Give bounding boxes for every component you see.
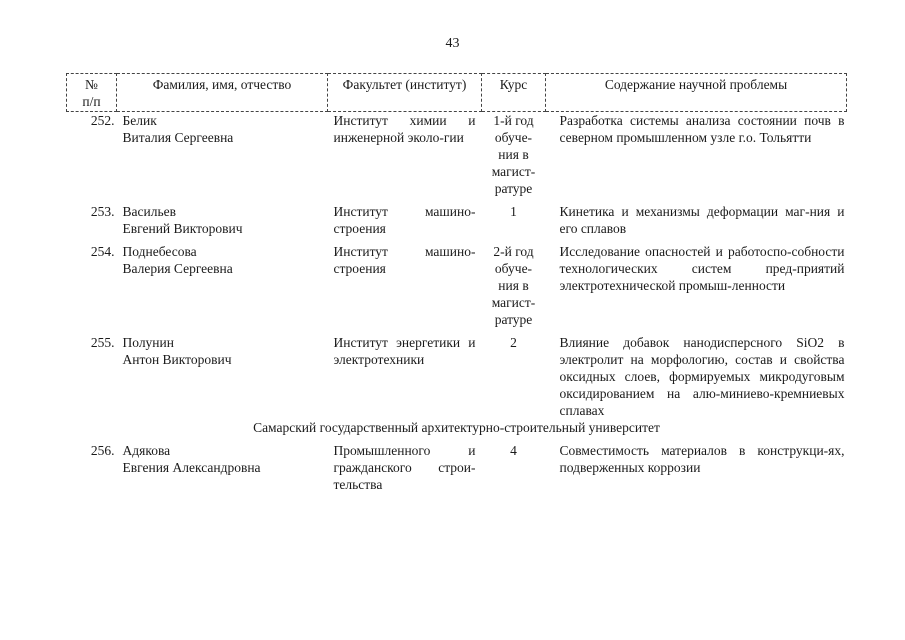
course-line: обуче- [494, 261, 533, 276]
table-row [67, 112, 847, 198]
course-line: ратуре [494, 181, 533, 196]
given-names: Валерия Сергеевна [122, 261, 233, 276]
row-number: 256. [90, 443, 115, 458]
research-topic: Разработка системы анализа состоянии почв в северном промышленном узле г.о. Тольятти [559, 113, 845, 145]
header-topic: Содержание научной проблемы [546, 74, 847, 112]
table-row [67, 203, 847, 237]
course [482, 334, 546, 419]
faculty: Институт машино-строения [333, 244, 476, 276]
table-row [67, 243, 847, 328]
course-line: ния в [498, 147, 529, 162]
header-course: Курс [482, 74, 546, 112]
table-body [67, 112, 847, 494]
table-header [67, 74, 847, 112]
header-num-line: № [85, 77, 98, 92]
research-topic: Кинетика и механизмы деформации маг-ния и его сплавов [559, 204, 845, 236]
course-line: магист- [491, 164, 536, 179]
faculty: Промышленного и гражданского строи-тельства [333, 443, 476, 492]
faculty: Институт машино-строения [333, 204, 476, 236]
surname: Поднебесова [122, 244, 197, 259]
given-names: Евгения Александровна [122, 460, 261, 475]
course-line: обуче- [494, 130, 533, 145]
table-row [67, 442, 847, 493]
header-num-line: п/п [82, 94, 101, 109]
course [482, 112, 546, 198]
surname: Васильев [122, 204, 176, 219]
given-names: Евгений Викторович [122, 221, 243, 236]
research-topic: Исследование опасностей и работоспо-собности технологических систем пред-приятий электротехнической промыш-ленности [559, 244, 845, 293]
header-name: Фамилия, имя, отчество [117, 74, 328, 112]
given-names: Антон Викторович [122, 352, 232, 367]
person-name [117, 112, 328, 198]
row-number: 253. [90, 204, 115, 219]
course [482, 203, 546, 237]
row-number: 254. [90, 244, 115, 259]
faculty: Институт энергетики и электротехники [333, 335, 476, 367]
person-name [117, 203, 328, 237]
header-num [67, 74, 117, 112]
course-line: 4 [510, 443, 517, 458]
research-topic: Совместимость материалов в конструкци-ях, подверженных коррозии [559, 443, 845, 475]
course-line: 2 [510, 335, 517, 350]
person-name [117, 243, 328, 328]
registry-table [66, 73, 847, 493]
course-line: магист- [491, 295, 536, 310]
row-number: 255. [90, 335, 115, 350]
course-line: 2-й год [493, 244, 534, 259]
course-line: ния в [498, 278, 529, 293]
university-heading-row [67, 419, 847, 442]
course-line: 1-й год [493, 113, 534, 128]
university-heading: Самарский государственный архитектурно-строительный университет [253, 420, 660, 435]
course-line: ратуре [494, 312, 533, 327]
course [482, 243, 546, 328]
given-names: Виталия Сергеевна [122, 130, 234, 145]
surname: Полунин [122, 335, 174, 350]
header-faculty: Факультет (институт) [328, 74, 482, 112]
faculty: Институт химии и инженерной эколо-гии [333, 113, 476, 145]
table-row [67, 334, 847, 419]
person-name [117, 442, 328, 493]
research-topic: Влияние добавок нанодисперсного SiO2 в электролит на морфологию, состав и свойства оксидных слоев, формируемых микродуговым оксидированием на алю-миниево-кремниевых сплавах [559, 335, 845, 418]
person-name [117, 334, 328, 419]
course [482, 442, 546, 493]
surname: Адякова [122, 443, 171, 458]
page-number: 43 [445, 36, 460, 51]
surname: Белик [122, 113, 157, 128]
row-number: 252. [90, 113, 115, 128]
course-line: 1 [510, 204, 517, 219]
